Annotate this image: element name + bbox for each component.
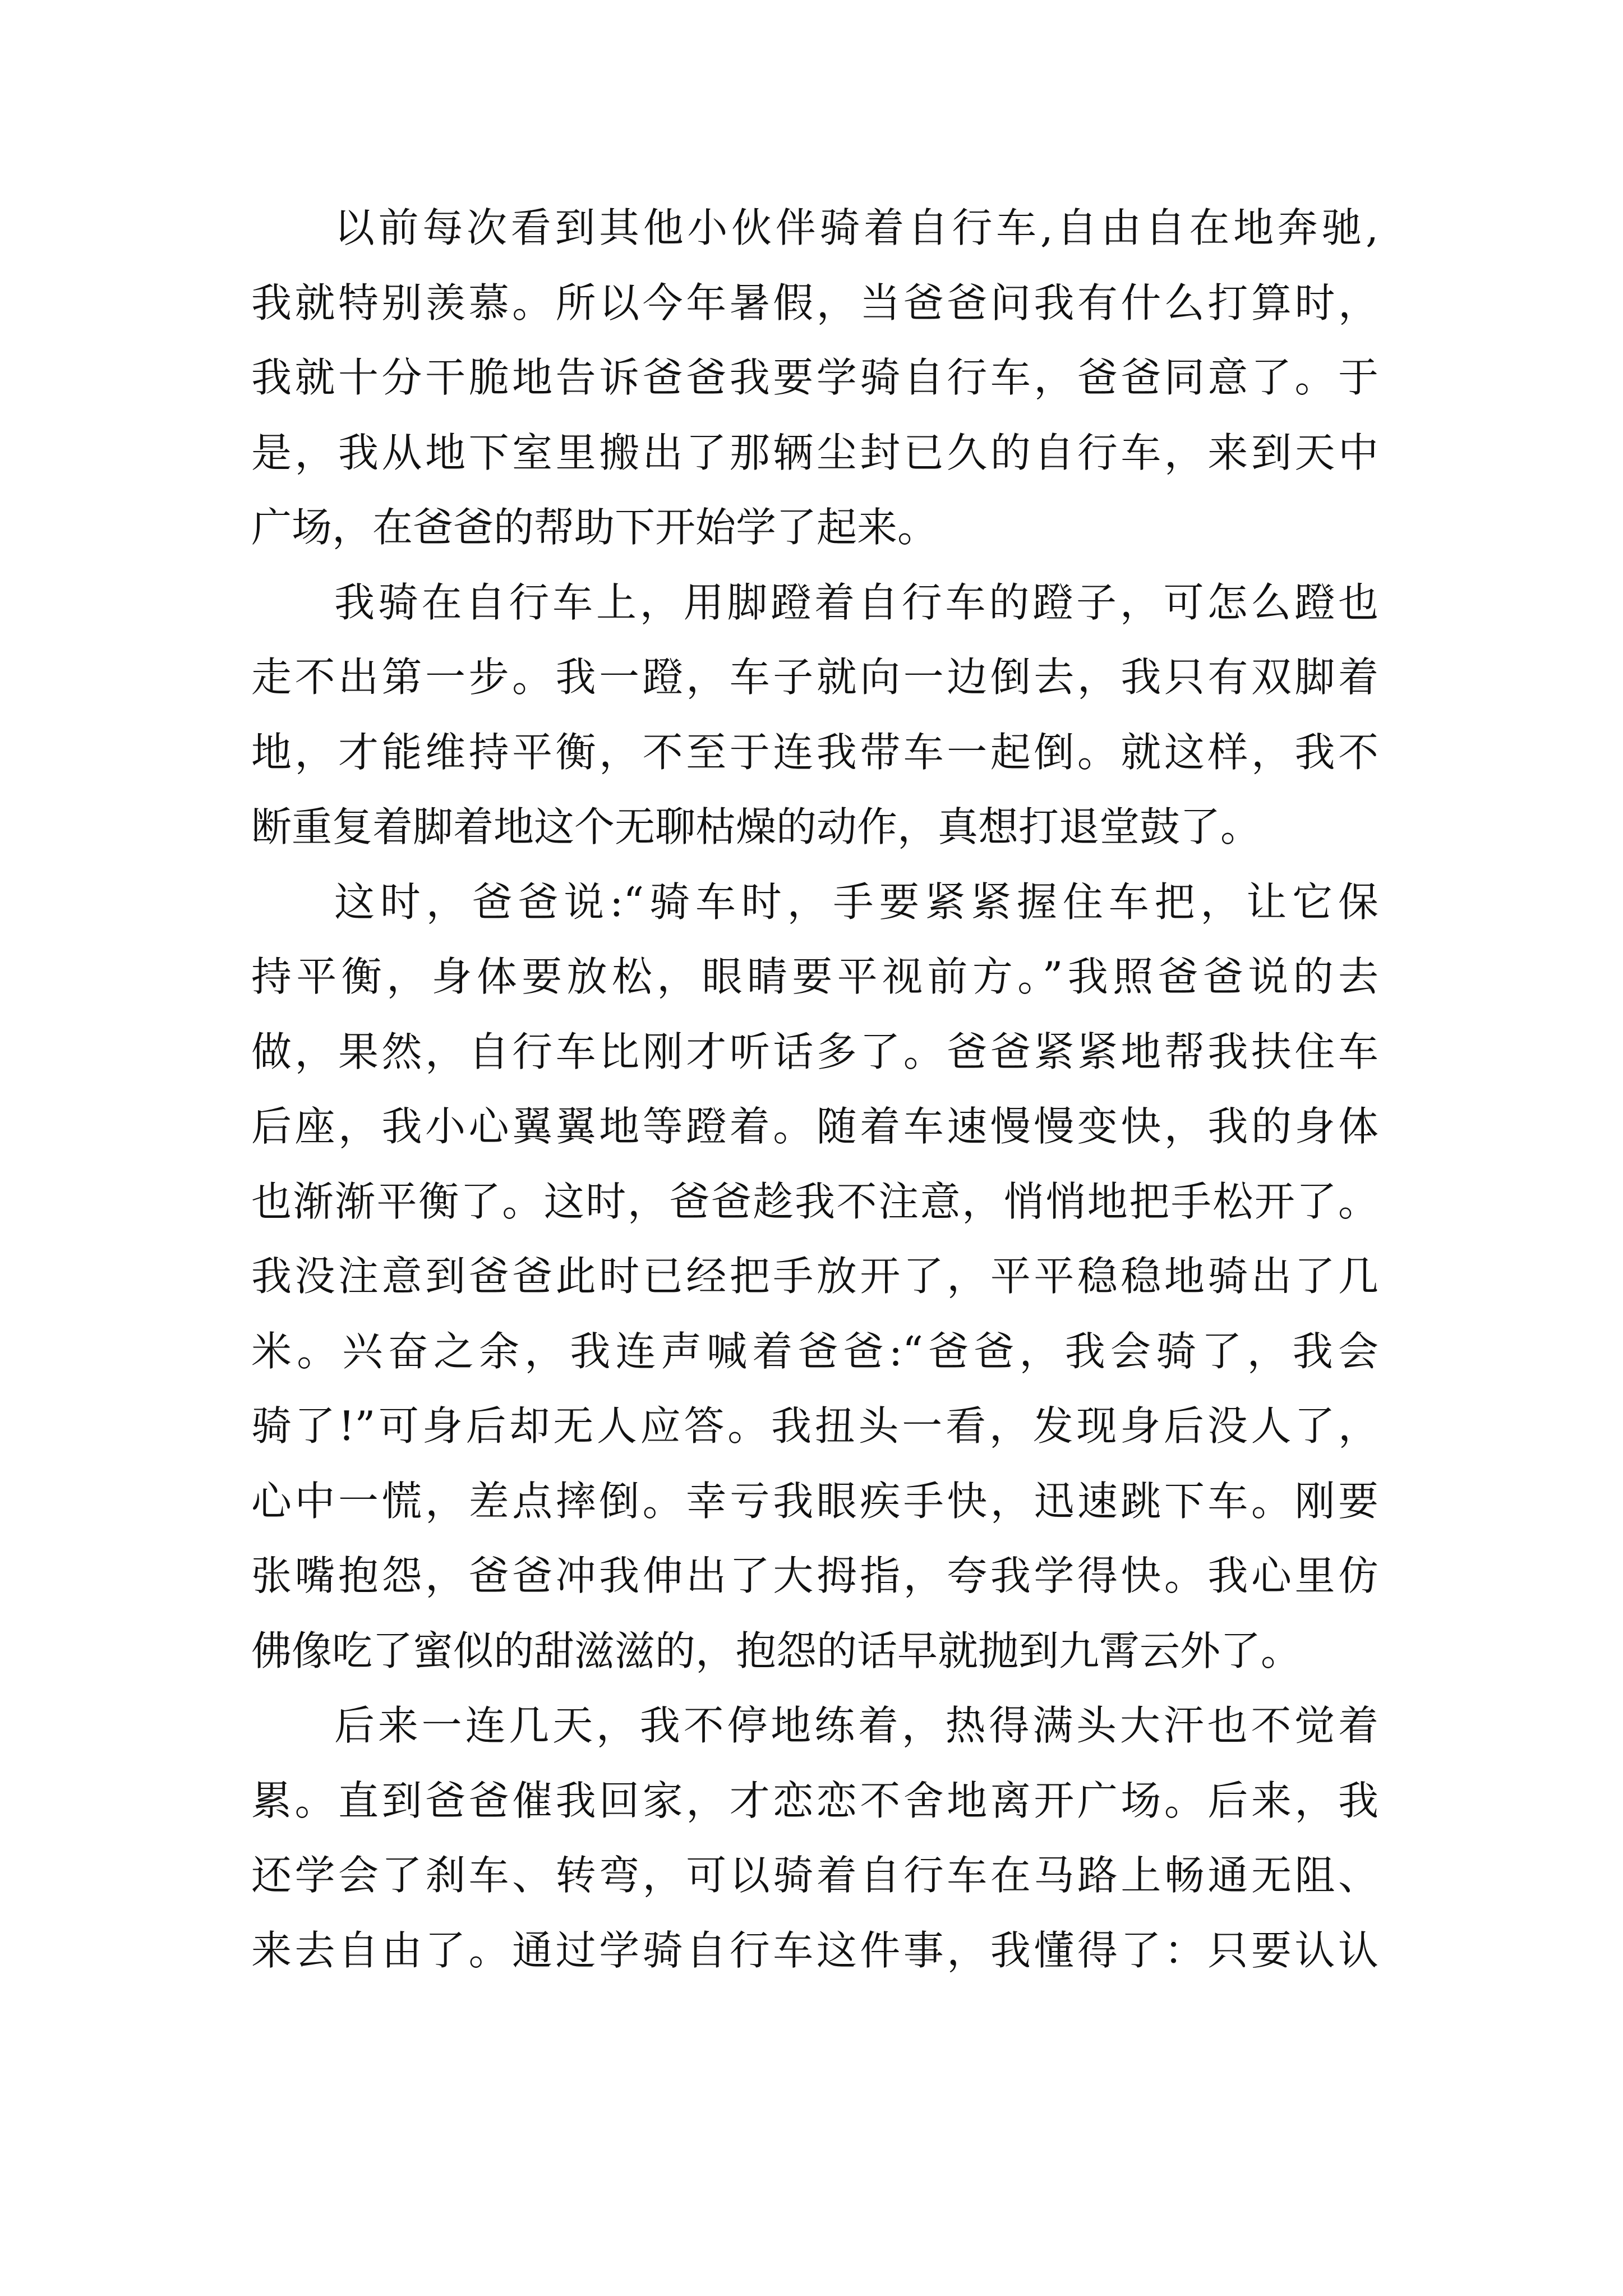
text-line: 也渐渐平衡了。这时，爸爸趁我不注意，悄悄地把手松开了。: [251, 1177, 1378, 1225]
text-line: 我就十分干脆地告诉爸爸我要学骑自行车，爸爸同意了。于: [251, 354, 1378, 401]
text-line: 心中一慌，差点摔倒。幸亏我眼疾手快，迅速跳下车。刚要: [251, 1477, 1378, 1525]
paragraph-2: [251, 565, 1378, 865]
text-line: 米。兴奋之余，我连声喊着爸爸:“爸爸，我会骑了，我会: [251, 1327, 1378, 1375]
text-line: 广场，在爸爸的帮助下开始学了起来。: [251, 504, 938, 551]
text-line: 佛像吃了蜜似的甜滋滋的，抱怨的话早就抛到九霄云外了。: [251, 1627, 1302, 1674]
text-line: 做，果然，自行车比刚才听话多了。爸爸紧紧地帮我扶住车: [251, 1028, 1378, 1075]
text-line: 后座，我小心翼翼地等蹬着。随着车速慢慢变快，我的身体: [251, 1103, 1378, 1150]
text-line: 持平衡，身体要放松，眼睛要平视前方。”我照爸爸说的去: [251, 953, 1378, 1000]
text-line: 张嘴抱怨，爸爸冲我伸出了大拇指，夸我学得快。我心里仿: [251, 1552, 1378, 1599]
essay-body: [251, 191, 1378, 1988]
text-line: 累。直到爸爸催我回家，才恋恋不舍地离开广场。后来，我: [251, 1777, 1378, 1824]
text-line: 来去自由了。通过学骑自行车这件事，我懂得了：只要认认: [251, 1926, 1378, 1974]
paragraph-1: [251, 191, 1378, 565]
text-line: 我骑在自行车上，用脚蹬着自行车的蹬子，可怎么蹬也: [334, 578, 1378, 626]
text-line: 断重复着脚着地这个无聊枯燥的动作，真想打退堂鼓了。: [251, 803, 1261, 850]
text-line: 骑了!”可身后却无人应答。我扭头一看，发现身后没人了，: [251, 1402, 1378, 1450]
text-line: 以前每次看到其他小伙伴骑着自行车,自由自在地奔驰,: [334, 204, 1378, 251]
text-line: 是，我从地下室里搬出了那辆尘封已久的自行车，来到天中: [251, 429, 1378, 476]
text-line: 后来一连几天，我不停地练着，热得满头大汗也不觉着: [334, 1702, 1378, 1749]
text-line: 还学会了刹车、转弯，可以骑着自行车在马路上畅通无阻、: [251, 1852, 1378, 1899]
paragraph-4: [251, 1688, 1378, 1988]
text-line: 走不出第一步。我一蹬，车子就向一边倒去，我只有双脚着: [251, 654, 1378, 701]
text-line: 我就特别羡慕。所以今年暑假，当爸爸问我有什么打算时，: [251, 279, 1378, 326]
text-line: 这时，爸爸说:“骑车时，手要紧紧握住车把，让它保: [334, 878, 1378, 926]
text-line: 地，才能维持平衡，不至于连我带车一起倒。就这样，我不: [251, 728, 1378, 776]
text-line: 我没注意到爸爸此时已经把手放开了，平平稳稳地骑出了几: [251, 1253, 1378, 1300]
paragraph-3: [251, 865, 1378, 1689]
